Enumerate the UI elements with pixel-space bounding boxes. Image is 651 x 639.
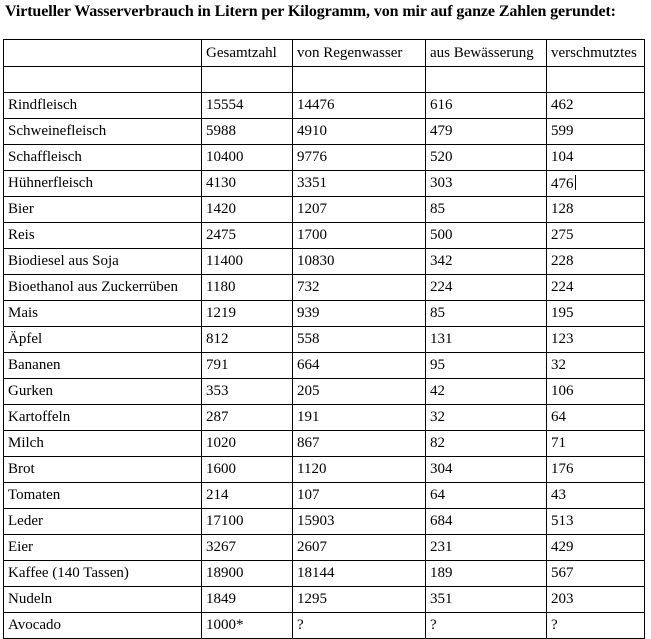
header-cell-product[interactable] <box>4 40 202 67</box>
cell-text: Kaffee (140 Tassen) <box>8 565 129 581</box>
total-cell[interactable] <box>202 223 293 249</box>
polluted-cell[interactable] <box>547 353 645 379</box>
cell-text: 351 <box>430 591 453 607</box>
cell-text: 429 <box>551 539 574 555</box>
rainwater-cell[interactable] <box>293 509 426 535</box>
total-cell[interactable] <box>202 405 293 431</box>
cell-text: 520 <box>430 149 453 165</box>
cell-text: ? <box>430 617 437 633</box>
rainwater-cell[interactable] <box>293 535 426 561</box>
cell-text: Schweinefleisch <box>8 123 107 139</box>
table-row <box>4 353 645 379</box>
irrigation-cell[interactable] <box>426 145 547 171</box>
cell-text: 513 <box>551 513 574 529</box>
cell-text: 4910 <box>297 123 327 139</box>
header-cell-rainwater[interactable]: von Regenwasser <box>293 40 426 67</box>
total-cell[interactable] <box>202 613 293 639</box>
cell-text: 599 <box>551 123 574 139</box>
rainwater-cell[interactable] <box>293 145 426 171</box>
cell-text: Tomaten <box>8 487 61 503</box>
cell-text: 1600 <box>206 461 236 477</box>
cell-text: 131 <box>430 331 453 347</box>
cell-text: 32 <box>551 357 566 373</box>
cell-text: 2607 <box>297 539 327 555</box>
polluted-cell[interactable] <box>547 249 645 275</box>
cell-text: Bier <box>8 201 34 217</box>
product-cell[interactable] <box>4 249 202 275</box>
irrigation-cell[interactable] <box>426 457 547 483</box>
table-row <box>4 379 645 405</box>
table-row <box>4 93 645 119</box>
cell-text: Schaffleisch <box>8 149 82 165</box>
cell-text: Mais <box>8 305 38 321</box>
cell-text: 867 <box>297 435 320 451</box>
polluted-cell[interactable] <box>547 93 645 119</box>
total-cell[interactable] <box>202 431 293 457</box>
cell-text: 17100 <box>206 513 244 529</box>
cell-text: 18900 <box>206 565 244 581</box>
irrigation-cell[interactable] <box>426 561 547 587</box>
table-row <box>4 249 645 275</box>
irrigation-cell[interactable] <box>426 613 547 639</box>
polluted-cell[interactable] <box>547 223 645 249</box>
cell-text: 1180 <box>206 279 236 295</box>
cell-text: 15903 <box>297 513 335 529</box>
polluted-cell[interactable] <box>547 561 645 587</box>
cell-text: Bananen <box>8 357 61 373</box>
total-cell[interactable] <box>202 171 293 197</box>
total-cell[interactable] <box>202 249 293 275</box>
total-cell[interactable] <box>202 379 293 405</box>
cell-text: 558 <box>297 331 320 347</box>
total-cell[interactable] <box>202 327 293 353</box>
cell-text: 107 <box>297 487 320 503</box>
irrigation-cell[interactable] <box>426 509 547 535</box>
table-row <box>4 457 645 483</box>
irrigation-cell[interactable] <box>426 119 547 145</box>
cell-text: 43 <box>551 487 566 503</box>
product-cell[interactable] <box>4 483 202 509</box>
product-cell[interactable] <box>4 197 202 223</box>
cell-text: 195 <box>551 305 574 321</box>
cell-text: Milch <box>8 435 44 451</box>
cell-text: 203 <box>551 591 574 607</box>
product-cell[interactable] <box>4 119 202 145</box>
cell-text: 1120 <box>297 461 327 477</box>
cell-text: 664 <box>297 357 320 373</box>
cell-text: Hühnerfleisch <box>8 175 93 191</box>
cell-text: Eier <box>8 539 33 555</box>
rainwater-cell[interactable] <box>293 483 426 509</box>
table-row <box>4 587 645 613</box>
total-cell[interactable] <box>202 93 293 119</box>
cell-text: 616 <box>430 97 453 113</box>
total-cell[interactable] <box>202 119 293 145</box>
rainwater-cell[interactable] <box>293 275 426 301</box>
cell-text: 1219 <box>206 305 236 321</box>
cell-text: 4130 <box>206 175 236 191</box>
table-row <box>4 197 645 223</box>
cell-text: Brot <box>8 461 35 477</box>
cell-text: 85 <box>430 305 445 321</box>
cell-text: 82 <box>430 435 445 451</box>
product-cell[interactable] <box>4 535 202 561</box>
cell-text: 287 <box>206 409 229 425</box>
polluted-cell[interactable] <box>547 379 645 405</box>
cell-text: 1207 <box>297 201 327 217</box>
cell-text: 205 <box>297 383 320 399</box>
total-cell[interactable] <box>202 587 293 613</box>
polluted-cell[interactable] <box>547 145 645 171</box>
rainwater-cell[interactable] <box>293 249 426 275</box>
total-cell[interactable] <box>202 197 293 223</box>
cell-text: 10830 <box>297 253 335 269</box>
cell-text: 64 <box>430 487 445 503</box>
table-row <box>4 405 645 431</box>
rainwater-cell[interactable] <box>293 457 426 483</box>
cell-text: 14476 <box>297 97 335 113</box>
cell-text: 3267 <box>206 539 236 555</box>
rainwater-cell[interactable] <box>293 327 426 353</box>
cell-text: 214 <box>206 487 229 503</box>
polluted-cell[interactable] <box>547 275 645 301</box>
total-cell[interactable] <box>202 561 293 587</box>
cell-text: 1020 <box>206 435 236 451</box>
cell-text: 303 <box>430 175 453 191</box>
cell-text: Leder <box>8 513 43 529</box>
irrigation-cell[interactable] <box>426 405 547 431</box>
cell-text: 939 <box>297 305 320 321</box>
header-cell-total[interactable]: Gesamtzahl <box>202 40 293 67</box>
cell-text: 123 <box>551 331 574 347</box>
irrigation-cell[interactable] <box>426 171 547 197</box>
product-cell[interactable] <box>4 171 202 197</box>
cell-text: 64 <box>551 409 566 425</box>
rainwater-cell[interactable] <box>293 67 426 93</box>
product-cell[interactable] <box>4 405 202 431</box>
cell-text: 71 <box>551 435 566 451</box>
product-cell[interactable] <box>4 353 202 379</box>
rainwater-cell[interactable] <box>293 613 426 639</box>
cell-text: 1295 <box>297 591 327 607</box>
irrigation-cell[interactable] <box>426 301 547 327</box>
cell-text: 191 <box>297 409 320 425</box>
rainwater-cell[interactable] <box>293 119 426 145</box>
cell-text: 106 <box>551 383 574 399</box>
cell-text: 1849 <box>206 591 236 607</box>
table-row <box>4 327 645 353</box>
irrigation-cell[interactable] <box>426 93 547 119</box>
product-cell[interactable] <box>4 509 202 535</box>
rainwater-cell[interactable] <box>293 223 426 249</box>
cell-text: 479 <box>430 123 453 139</box>
product-cell[interactable] <box>4 587 202 613</box>
polluted-cell[interactable] <box>547 483 645 509</box>
polluted-cell[interactable] <box>547 171 645 197</box>
table-row <box>4 301 645 327</box>
cell-text: 1700 <box>297 227 327 243</box>
product-cell[interactable] <box>4 613 202 639</box>
rainwater-cell[interactable] <box>293 197 426 223</box>
cell-text: 224 <box>551 279 574 295</box>
product-cell[interactable] <box>4 275 202 301</box>
cell-text: 95 <box>430 357 445 373</box>
rainwater-cell[interactable] <box>293 431 426 457</box>
cell-text: 228 <box>551 253 574 269</box>
irrigation-cell[interactable] <box>426 275 547 301</box>
cell-text: 128 <box>551 201 574 217</box>
cell-text: ? <box>297 617 304 633</box>
header-cell-polluted[interactable]: verschmutztes <box>547 40 645 67</box>
document-heading: Virtueller Wasserverbrauch in Litern per Kilogramm, von mir auf ganze Zahlen gerundet: <box>5 3 616 20</box>
irrigation-cell[interactable] <box>426 327 547 353</box>
polluted-cell[interactable] <box>547 431 645 457</box>
product-cell[interactable] <box>4 561 202 587</box>
total-cell[interactable] <box>202 535 293 561</box>
cell-text: Nudeln <box>8 591 53 607</box>
polluted-cell[interactable] <box>547 119 645 145</box>
cell-text: 18144 <box>297 565 335 581</box>
header-cell-irrigation[interactable]: aus Bewässerung <box>426 40 547 67</box>
irrigation-cell[interactable] <box>426 431 547 457</box>
rainwater-cell[interactable] <box>293 301 426 327</box>
irrigation-cell[interactable] <box>426 249 547 275</box>
polluted-cell[interactable] <box>547 405 645 431</box>
cell-text: 732 <box>297 279 320 295</box>
cell-text: 684 <box>430 513 453 529</box>
table-row <box>4 223 645 249</box>
cell-text: 462 <box>551 97 574 113</box>
total-cell[interactable] <box>202 483 293 509</box>
cell-text: 231 <box>430 539 453 555</box>
cell-text: 812 <box>206 331 229 347</box>
cell-text: Kartoffeln <box>8 409 71 425</box>
rainwater-cell[interactable] <box>293 93 426 119</box>
cell-text: 104 <box>551 149 574 165</box>
cell-text: 353 <box>206 383 229 399</box>
polluted-cell[interactable] <box>547 457 645 483</box>
rainwater-cell[interactable] <box>293 379 426 405</box>
cell-text: 476 <box>551 175 574 192</box>
table-row <box>4 145 645 171</box>
table-row <box>4 483 645 509</box>
product-cell[interactable] <box>4 93 202 119</box>
rainwater-cell[interactable] <box>293 353 426 379</box>
cell-text: 42 <box>430 383 445 399</box>
product-cell[interactable] <box>4 67 202 93</box>
polluted-cell[interactable] <box>547 67 645 93</box>
table-row <box>4 509 645 535</box>
table-body <box>4 67 645 639</box>
table-row <box>4 561 645 587</box>
table-header-row <box>4 40 645 67</box>
cell-text: 224 <box>430 279 453 295</box>
cell-text: 342 <box>430 253 453 269</box>
cell-text: 15554 <box>206 97 244 113</box>
total-cell[interactable] <box>202 301 293 327</box>
irrigation-cell[interactable] <box>426 67 547 93</box>
cell-text: Avocado <box>8 617 62 633</box>
cell-text: 1420 <box>206 201 236 217</box>
table-row <box>4 67 645 93</box>
table-row <box>4 613 645 639</box>
product-cell[interactable] <box>4 223 202 249</box>
product-cell[interactable] <box>4 327 202 353</box>
cell-text: 85 <box>430 201 445 217</box>
rainwater-cell[interactable] <box>293 587 426 613</box>
cell-text: 2475 <box>206 227 236 243</box>
cell-text: 32 <box>430 409 445 425</box>
cell-text: ? <box>551 617 558 633</box>
cell-text: 791 <box>206 357 229 373</box>
rainwater-cell[interactable] <box>293 171 426 197</box>
table-row <box>4 171 645 197</box>
product-cell[interactable] <box>4 431 202 457</box>
table-row <box>4 275 645 301</box>
polluted-cell[interactable] <box>547 301 645 327</box>
cell-text: 11400 <box>206 253 243 269</box>
product-cell[interactable] <box>4 301 202 327</box>
polluted-cell[interactable] <box>547 613 645 639</box>
total-cell[interactable] <box>202 353 293 379</box>
table-row <box>4 431 645 457</box>
cell-text: 9776 <box>297 149 327 165</box>
polluted-cell[interactable] <box>547 197 645 223</box>
irrigation-cell[interactable] <box>426 197 547 223</box>
rainwater-cell[interactable] <box>293 561 426 587</box>
cell-text: 5988 <box>206 123 236 139</box>
product-cell[interactable] <box>4 145 202 171</box>
total-cell[interactable] <box>202 145 293 171</box>
irrigation-cell[interactable] <box>426 379 547 405</box>
table-row <box>4 535 645 561</box>
irrigation-cell[interactable] <box>426 535 547 561</box>
irrigation-cell[interactable] <box>426 353 547 379</box>
cell-text: Reis <box>8 227 35 243</box>
table-row <box>4 119 645 145</box>
cell-text: 304 <box>430 461 453 477</box>
cell-text: 275 <box>551 227 574 243</box>
cell-text: 3351 <box>297 175 327 191</box>
water-usage-table <box>3 39 645 639</box>
cell-text: Gurken <box>8 383 53 399</box>
irrigation-cell[interactable] <box>426 483 547 509</box>
cell-text: Äpfel <box>8 331 43 347</box>
polluted-cell[interactable] <box>547 327 645 353</box>
cell-text: Biodiesel aus Soja <box>8 253 119 269</box>
polluted-cell[interactable] <box>547 535 645 561</box>
polluted-cell[interactable] <box>547 587 645 613</box>
total-cell[interactable] <box>202 67 293 93</box>
total-cell[interactable] <box>202 509 293 535</box>
irrigation-cell[interactable] <box>426 587 547 613</box>
cell-text: 10400 <box>206 149 244 165</box>
total-cell[interactable] <box>202 457 293 483</box>
cell-text: 567 <box>551 565 574 581</box>
cell-text: 189 <box>430 565 453 581</box>
cell-text: 176 <box>551 461 574 477</box>
rainwater-cell[interactable] <box>293 405 426 431</box>
irrigation-cell[interactable] <box>426 223 547 249</box>
product-cell[interactable] <box>4 379 202 405</box>
cell-text: Rindfleisch <box>8 97 78 113</box>
polluted-cell[interactable] <box>547 509 645 535</box>
cell-text: 1000* <box>206 617 244 633</box>
text-cursor <box>575 175 576 190</box>
product-cell[interactable] <box>4 457 202 483</box>
cell-text: Bioethanol aus Zuckerrüben <box>8 279 178 295</box>
total-cell[interactable] <box>202 275 293 301</box>
cell-text: 500 <box>430 227 453 243</box>
